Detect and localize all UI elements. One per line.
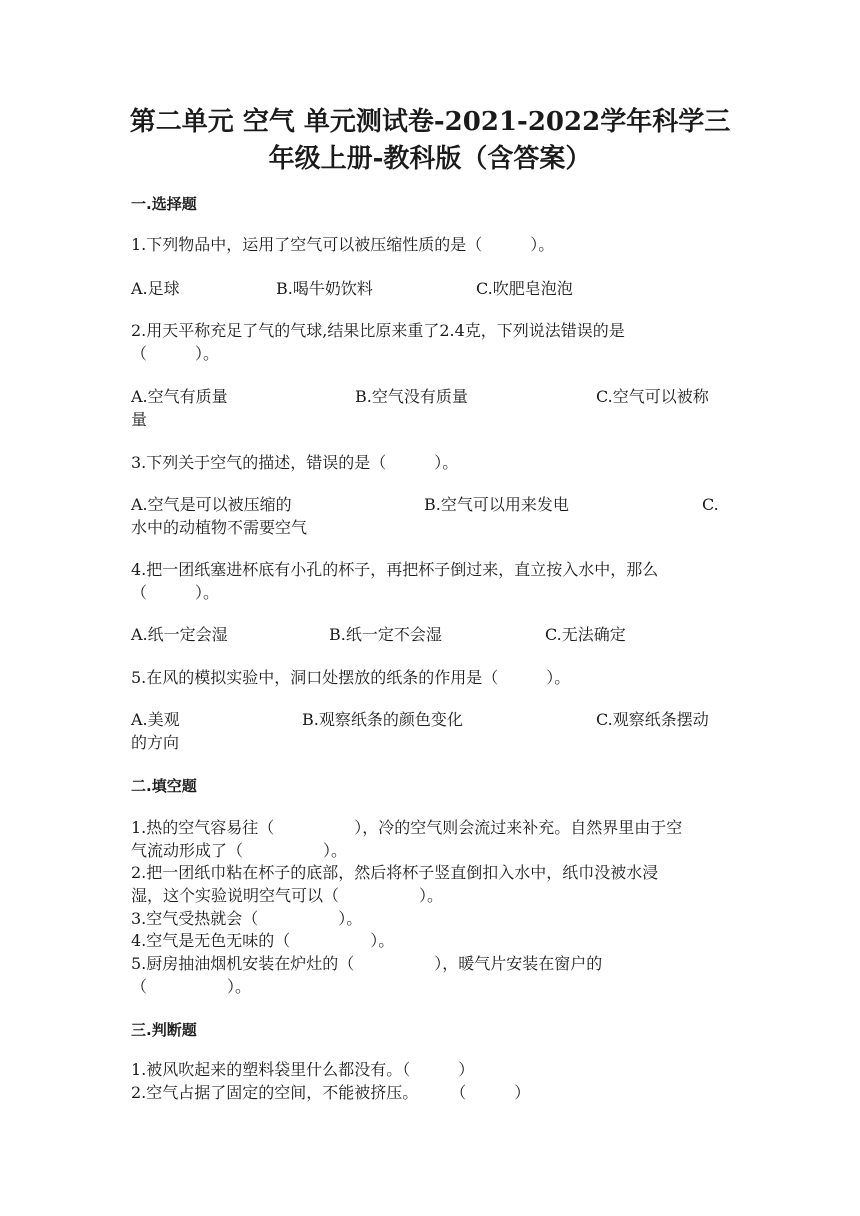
question-4-text-line-2: （ ）。	[131, 583, 220, 602]
question-4-option-c: C.无法确定	[545, 625, 626, 644]
true-false-line: 2.空气占据了固定的空间，不能被挤压。 （ ）	[131, 1083, 531, 1102]
question-2-option-b: B.空气没有质量	[355, 387, 468, 406]
question-4-text-line-1: 4.把一团纸塞进杯底有小孔的杯子，再把杯子倒过来，直立按入水中，那么	[131, 560, 659, 579]
fill-blank-line: 1.热的空气容易往（ ），冷的空气则会流过来补充。自然界里由于空	[131, 818, 683, 837]
section-heading-choice: 一.选择题	[131, 195, 197, 213]
fill-blank-line: 5.厨房抽油烟机安装在炉灶的（ ），暖气片安装在窗户的	[131, 954, 603, 973]
true-false-line: 1.被风吹起来的塑料袋里什么都没有。（ ）	[131, 1060, 475, 1079]
question-5-option-c: C.观察纸条摆动	[596, 710, 709, 729]
question-1-option-b: B.喝牛奶饮料	[276, 279, 373, 298]
fill-blank-line: 3.空气受热就会（ ）。	[131, 909, 363, 928]
fill-blank-line: 2.把一团纸巾粘在杯子的底部，然后将杯子竖直倒扣入水中，纸巾没被水浸	[131, 863, 659, 882]
question-2-text-line-1: 2.用天平称充足了气的气球,结果比原来重了2.4克，下列说法错误的是	[131, 321, 625, 340]
question-3-option-a: A.空气是可以被压缩的	[131, 495, 292, 514]
section-heading-fill-blank: 二.填空题	[131, 777, 197, 795]
question-2-option-a: A.空气有质量	[131, 387, 228, 406]
fill-blank-line: 湿，这个实验说明空气可以（ ）。	[131, 886, 444, 905]
question-2-option-c: C.空气可以被称	[596, 387, 709, 406]
question-2-text-line-2: （ ）。	[131, 344, 220, 363]
fill-blank-line: （ ）。	[131, 977, 252, 996]
document-title-line-1: 第二单元 空气 单元测试卷-2021-2022学年科学三	[129, 107, 731, 137]
question-1-option-c: C.吹肥皂泡泡	[476, 279, 573, 298]
question-1-text: 1.下列物品中，运用了空气可以被压缩性质的是（ ）。	[131, 235, 555, 254]
question-3-option-c: C.	[702, 495, 719, 514]
question-5-option-c-continued: 的方向	[131, 733, 180, 752]
question-3-option-b: B.空气可以用来发电	[424, 495, 569, 514]
document-title-line-2: 年级上册-教科版（含答案）	[268, 144, 592, 174]
fill-blank-line: 4.空气是无色无味的（ ）。	[131, 931, 395, 950]
section-heading-true-false: 三.判断题	[131, 1021, 197, 1039]
question-4-option-a: A.纸一定会湿	[131, 625, 228, 644]
fill-blank-line: 气流动形成了（ ）。	[131, 841, 348, 860]
question-5-text: 5.在风的模拟实验中，洞口处摆放的纸条的作用是（ ）。	[131, 668, 571, 687]
question-4-option-b: B.纸一定不会湿	[329, 625, 442, 644]
question-1-option-a: A.足球	[131, 279, 180, 298]
question-5-option-a: A.美观	[131, 710, 180, 729]
question-3-text: 3.下列关于空气的描述，错误的是（ ）。	[131, 453, 459, 472]
question-5-option-b: B.观察纸条的颜色变化	[302, 710, 463, 729]
question-2-option-c-continued: 量	[131, 410, 148, 429]
question-3-option-c-continued: 水中的动植物不需要空气	[131, 518, 308, 537]
